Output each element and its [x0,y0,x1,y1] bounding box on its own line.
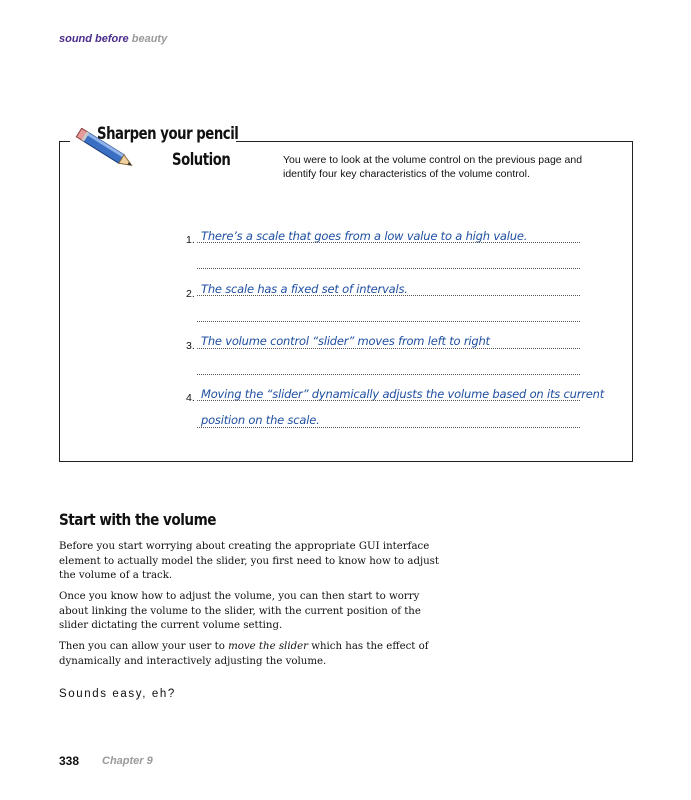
answer-number: 1. [186,234,195,246]
body-paragraph: Once you know how to adjust the volume, you can then start to worry about linking the volume to the slider, with the current position of the slider dictating the current volume setting. [59,591,421,631]
body-paragraph: Before you start worrying about creating the appropriate GUI interface element to actually model the slider, you first need to know how to adjust the volume of a track. [59,541,440,581]
answer-rule [197,295,580,296]
answer-number: 2. [186,288,195,300]
paragraph-text: Then you can allow your user to [59,641,229,652]
running-head-part2: beauty [131,33,168,45]
answer-rule [197,400,580,401]
paragraph-text: which has the effect of dynamically and interactively adjusting the volume. [59,641,429,667]
answer-rule [197,348,580,349]
emphasis-text: move the slider [228,641,308,652]
answer-number: 3. [186,340,195,352]
answer-rule [197,242,580,243]
answer-line: The scale has a fixed set of intervals. [201,282,408,296]
chapter-label: Chapter 9 [102,755,153,767]
exercise-title: Sharpen your pencil [97,124,239,144]
answer-rule [197,268,580,269]
running-head-part1: sound before [59,33,129,45]
answer-line: Moving the “slider” dynamically adjusts the volume based on its current [201,387,605,401]
running-head [59,33,167,45]
answer-line: The volume control “slider” moves from left to right [201,334,490,348]
answer-rule [197,427,580,428]
exercise-subtitle: Solution [172,150,231,170]
answer-number: 4. [186,392,195,404]
exercise-box [59,141,633,462]
exercise-instructions: You were to look at the volume control on the previous page and identify four key characteristics of the volume control. [283,154,583,180]
body-paragraph [59,640,439,669]
answer-line: position on the scale. [201,413,320,427]
closing-line: Sounds easy, eh? [59,688,176,700]
section-heading: Start with the volume [59,510,216,529]
answer-line: There’s a scale that goes from a low value to a high value. [201,229,528,243]
answer-rule [197,374,580,375]
answer-rule [197,321,580,322]
page-number: 338 [59,754,80,768]
